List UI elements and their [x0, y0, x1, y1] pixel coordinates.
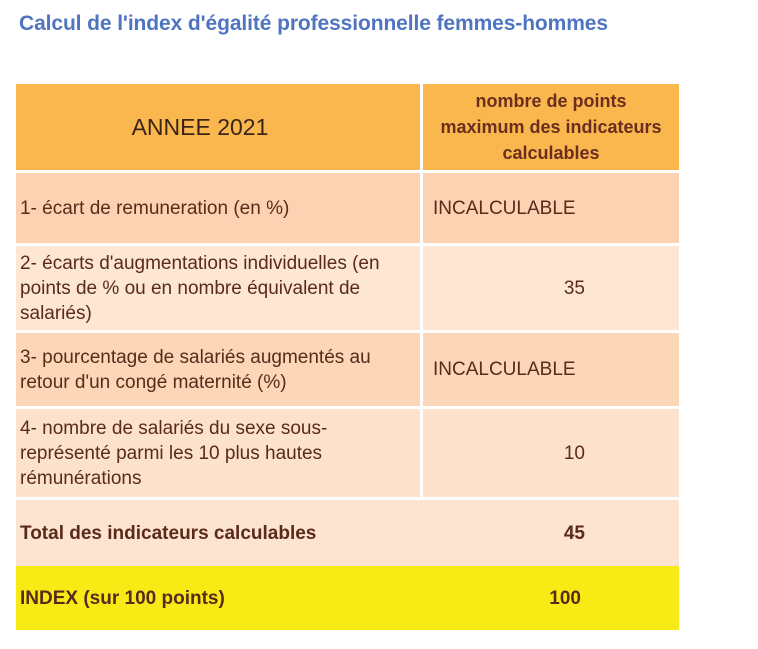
- indicator-label: 2- écarts d'augmentations individuelles (en points de % ou en nombre équivalent de salariés): [16, 246, 420, 330]
- indicator-label: 1- écart de remuneration (en %): [16, 173, 420, 243]
- indicator-value: 35: [420, 246, 679, 330]
- index-row: [16, 566, 679, 630]
- total-label: Total des indicateurs calculables: [16, 500, 420, 566]
- page-title: Calcul de l'index d'égalité professionnelle femmes-hommes: [19, 12, 608, 35]
- index-label: INDEX (sur 100 points): [16, 566, 420, 630]
- points-header: nombre de points maximum des indicateurs calculables: [420, 84, 679, 170]
- indicator-label: 3- pourcentage de salariés augmentés au retour d'un congé maternité (%): [16, 333, 420, 406]
- table-header-row: [16, 84, 679, 173]
- table-row: [16, 409, 679, 500]
- table-row: [16, 333, 679, 409]
- indicator-value: 10: [420, 409, 679, 497]
- table-row: [16, 246, 679, 333]
- total-value: 45: [420, 500, 679, 566]
- indicator-label: 4- nombre de salariés du sexe sous-représenté parmi les 10 plus hautes rémunérations: [16, 409, 420, 497]
- table-row: [16, 173, 679, 246]
- index-value: 100: [420, 566, 679, 630]
- year-header: ANNEE 2021: [16, 84, 420, 170]
- index-table: [16, 84, 679, 630]
- indicator-value: INCALCULABLE: [420, 173, 679, 243]
- total-row: [16, 500, 679, 566]
- indicator-value: INCALCULABLE: [420, 333, 679, 406]
